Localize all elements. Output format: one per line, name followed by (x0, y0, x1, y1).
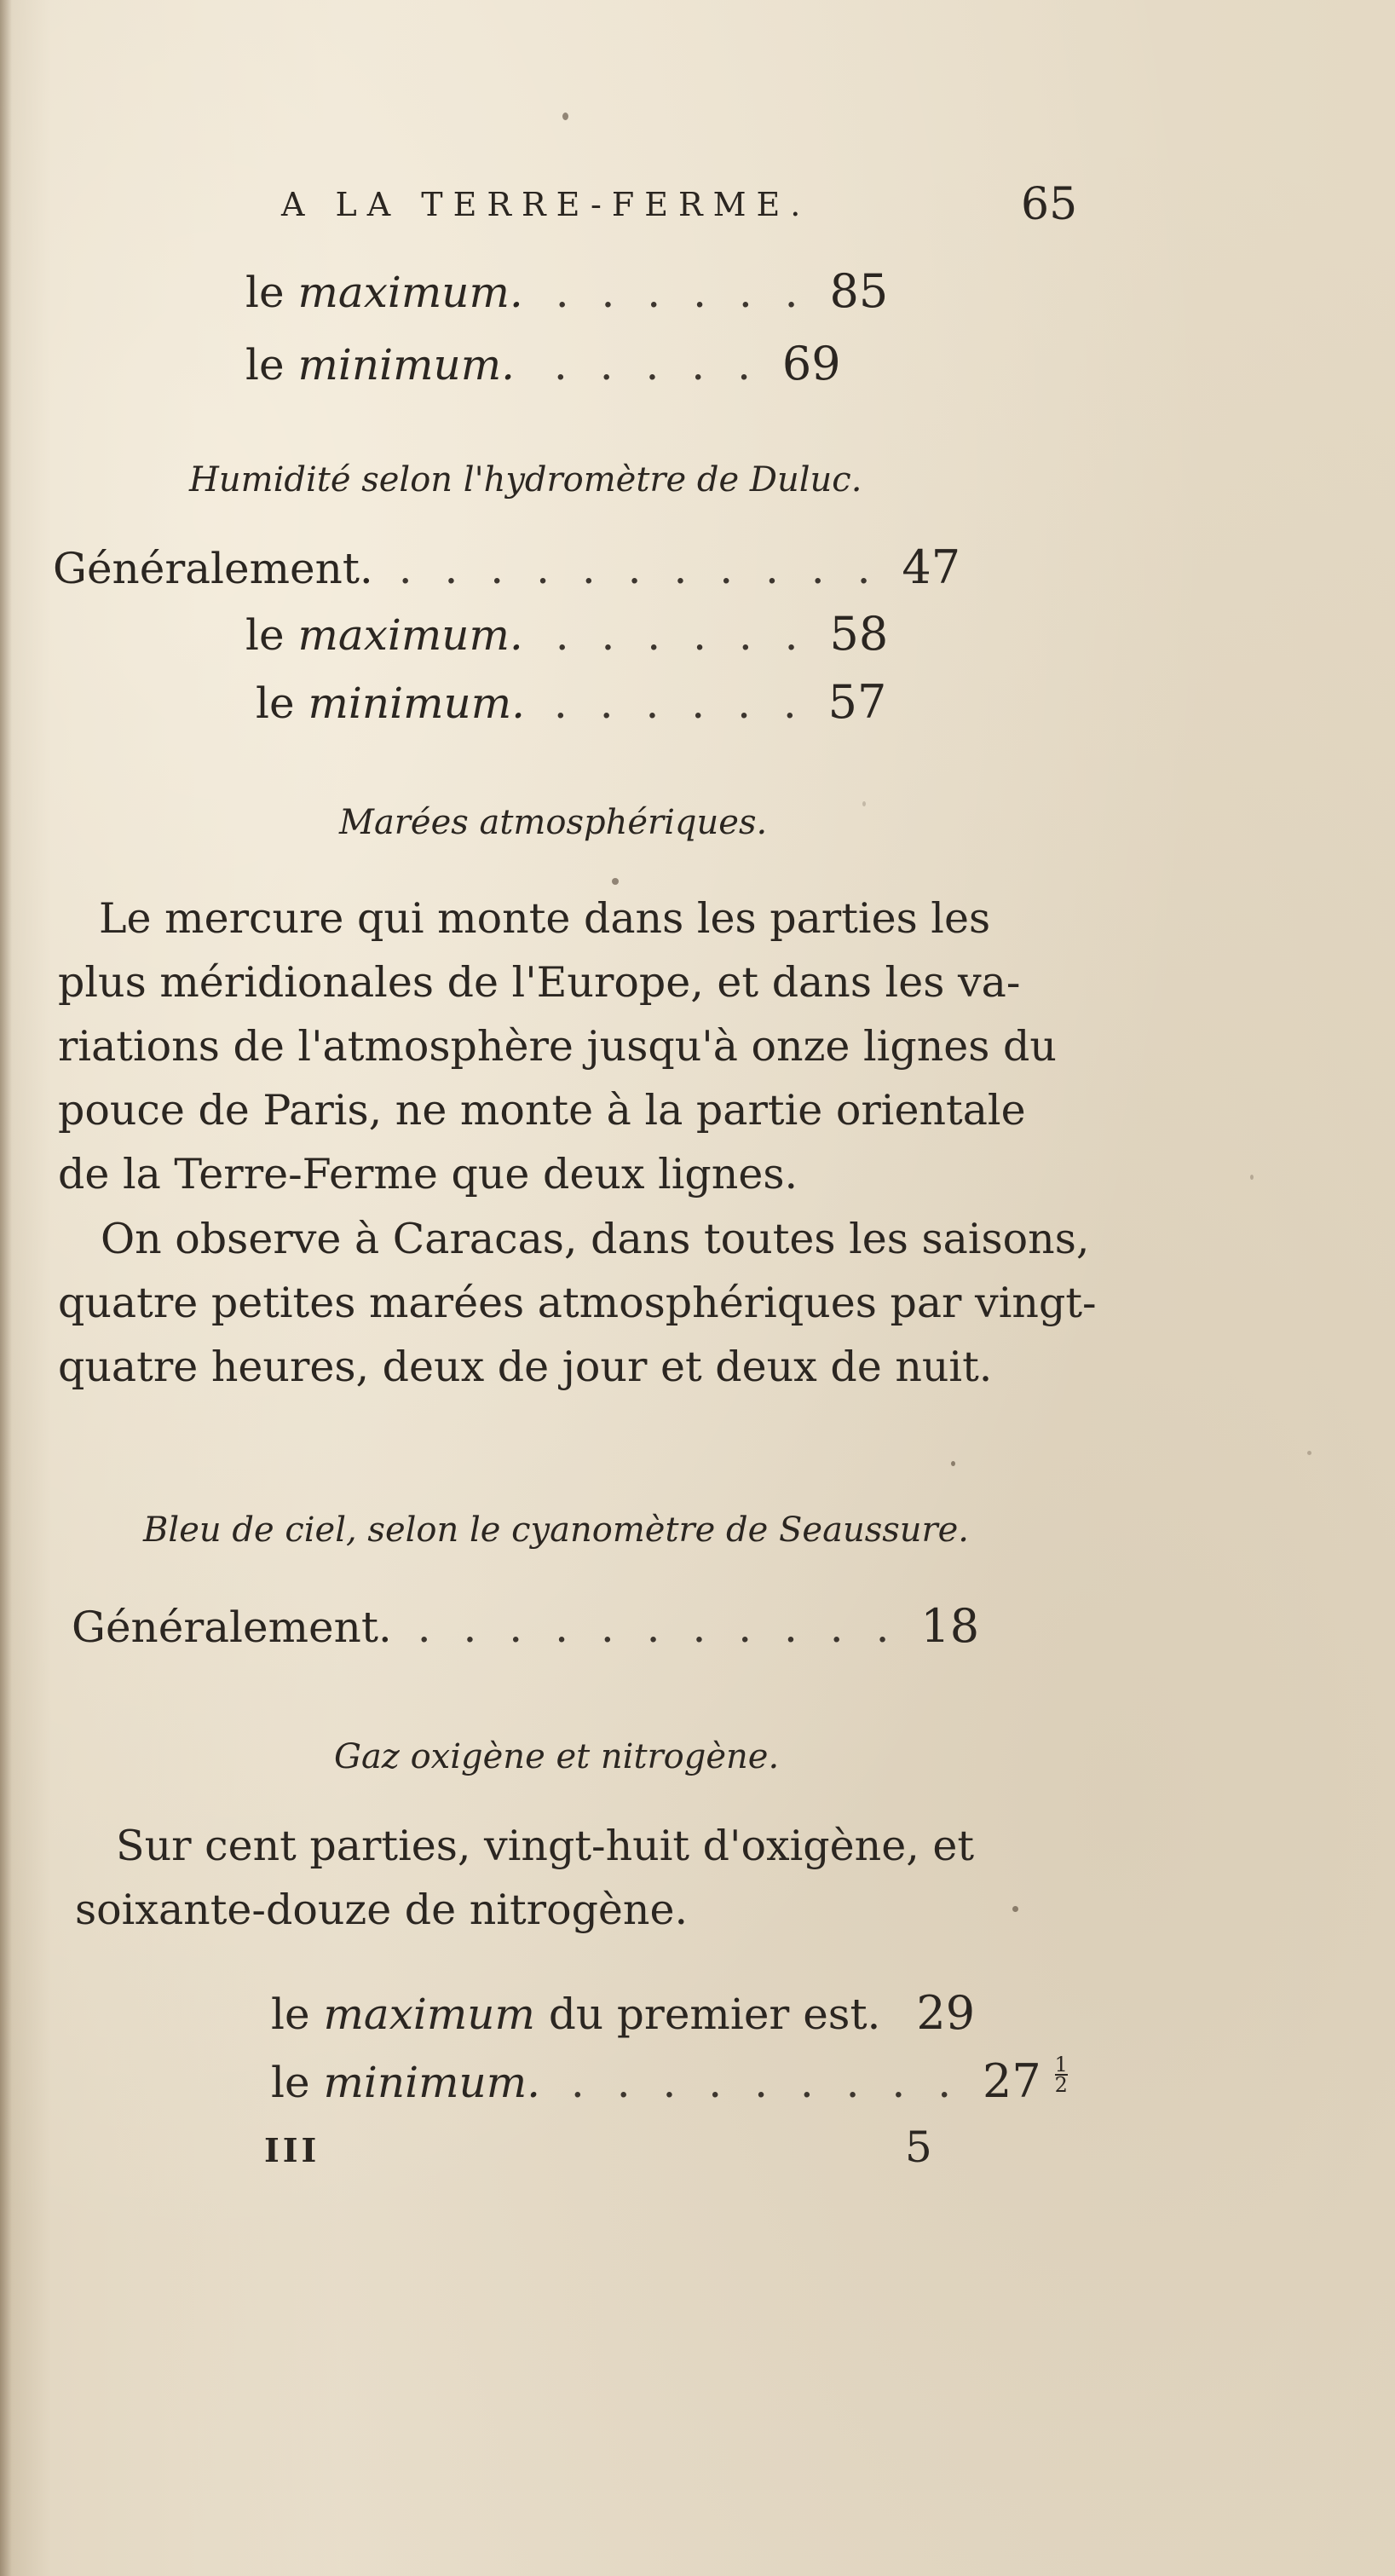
text-line: On observe à Caracas, dans toutes les saisons, (101, 1215, 1090, 1263)
row-value: 29 (916, 1986, 976, 2040)
leader-dots: . . . . . . (553, 679, 806, 728)
humidity-general-row (53, 540, 960, 594)
sky-general-row (72, 1599, 979, 1653)
row-value: 47 (902, 540, 961, 594)
humidity-min-row (256, 675, 886, 729)
leader-dots: . . . . . . . . . (570, 2058, 961, 2107)
paper-speck (562, 113, 568, 120)
humidity-max-row (245, 607, 888, 661)
text-line: riations de l'atmosphère jusqu'à onze lignes du (58, 1022, 1057, 1071)
signature-number: 5 (905, 2123, 932, 2172)
row-label: Généralement. (53, 544, 373, 593)
humidity-heading: Humidité selon l'hydromètre de Duluc. (189, 460, 862, 500)
row-label: le maximum. (245, 610, 523, 660)
fraction-half: $\frac{1}{2}$ (1054, 2053, 1068, 2097)
tides-heading: Marées atmosphériques. (339, 803, 768, 842)
sky-heading: Bleu de ciel, selon le cyanomètre de Seaussure. (143, 1510, 970, 1550)
row-value: 85 (829, 264, 889, 318)
leader-dots: . . . . . . (555, 610, 808, 660)
text-line: quatre petites marées atmosphériques par vingt- (58, 1279, 1097, 1327)
text-line: Sur cent parties, vingt-huit d'oxigène, et (116, 1822, 975, 1870)
leader-dots: . . . . . . . . . . . (398, 544, 880, 593)
running-head: A LA TERRE-FERME. (281, 186, 811, 223)
gas-paragraph (75, 1814, 975, 1942)
row-value: 69 (781, 337, 841, 390)
paper-speck (862, 801, 866, 806)
gas-max-row (271, 1986, 975, 2040)
row-value: 57 (827, 675, 887, 729)
gas-heading: Gaz oxigène et nitrogène. (334, 1737, 780, 1776)
text-line: de la Terre-Ferme que deux lignes. (58, 1150, 798, 1198)
tides-paragraph-2 (58, 1207, 1097, 1399)
leader-dots: . . . . . (553, 340, 760, 390)
temp-max-row (245, 264, 888, 318)
paper-speck (951, 1461, 955, 1466)
leader-dots: . . . . . . (555, 268, 808, 317)
row-label: Généralement. (72, 1603, 392, 1652)
temp-min-row (245, 337, 841, 390)
row-label: le maximum. (245, 268, 523, 317)
paper-speck (1012, 1906, 1018, 1912)
row-value: 58 (829, 607, 889, 661)
text-line: Le mercure qui monte dans les parties les (99, 894, 991, 943)
row-label: le minimum. (245, 340, 516, 390)
text-line: pouce de Paris, ne monte à la partie orientale (58, 1086, 1026, 1135)
page-number: 65 (1021, 179, 1078, 230)
paper-speck (612, 878, 619, 885)
leader-dots: . . . . . . . . . . . (417, 1603, 899, 1652)
row-label: le minimum. (271, 2058, 541, 2107)
gas-min-row (271, 2054, 1068, 2108)
text-line: quatre heures, deux de jour et deux de nuit. (58, 1343, 993, 1391)
row-value: 27 (983, 2054, 1041, 2108)
paper-speck (1250, 1175, 1254, 1180)
row-label: le maximum du premier est. (271, 1990, 881, 2039)
text-line: plus méridionales de l'Europe, et dans les va- (58, 958, 1021, 1007)
text-line: soixante-douze de nitrogène. (75, 1886, 689, 1934)
page-edge-shadow (0, 0, 12, 2576)
signature-mark: III (264, 2131, 320, 2169)
row-value: 18 (920, 1599, 980, 1653)
paper-speck (1307, 1451, 1311, 1455)
tides-paragraph-1 (58, 887, 1057, 1206)
row-label: le minimum. (256, 679, 526, 728)
